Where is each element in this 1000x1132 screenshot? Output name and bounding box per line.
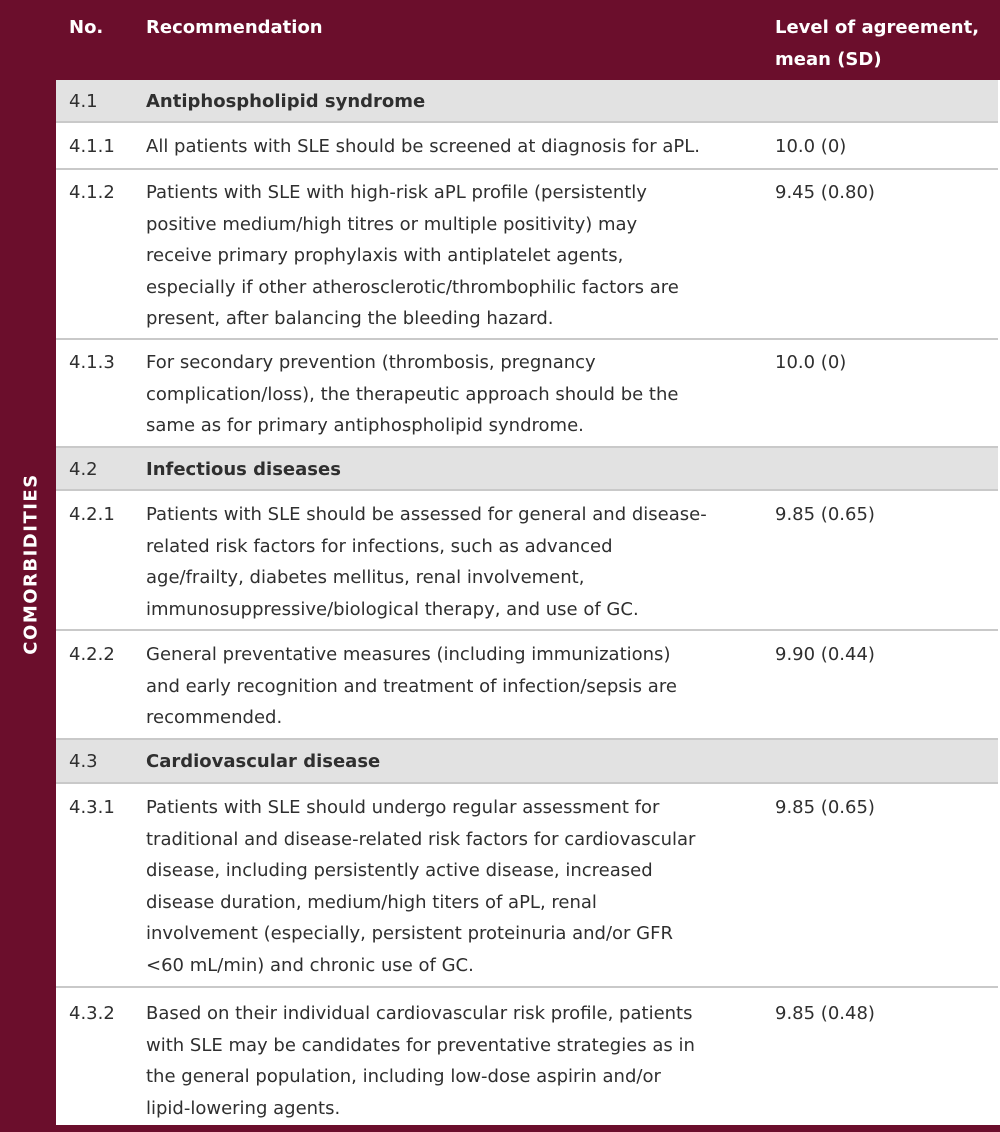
header-agreement-line1: Level of agreement, [775,17,980,38]
row-agreement: 10.0 (0) [775,136,847,157]
row-agreement: 9.85 (0.48) [775,1003,875,1024]
row-agreement: 9.45 (0.80) [775,182,875,203]
section-title: Antiphospholipid syndrome [146,91,426,112]
header-no: No. [69,17,104,38]
row-number: 4.1.3 [69,352,115,373]
text-line: age/frailty, diabetes mellitus, renal involvement, [146,567,585,588]
text-line: receive primary prophylaxis with antiplatelet agents, [146,245,624,266]
text-line: disease duration, medium/high titers of aPL, renal [146,891,597,913]
section-title: Cardiovascular disease [146,751,381,772]
text-line: General preventative measures (including immunizations) [146,644,671,665]
header-agreement-line2: mean (SD) [775,49,882,70]
text-line: Patients with SLE with high-risk aPL profile (persistently [146,182,647,203]
section-number: 4.3 [69,751,98,772]
text-line: present, after balancing the bleeding hazard. [146,308,554,329]
text-line: Based on their individual cardiovascular risk profile, patients [146,1003,693,1024]
row-agreement: 10.0 (0) [775,352,847,373]
table-row [56,988,998,1125]
row-recommendation [146,499,746,625]
section-row [56,740,998,784]
section-row [56,448,998,491]
table-row [56,340,998,448]
text-line: and early recognition and treatment of infection/sepsis are [146,675,677,697]
text-line: recommended. [146,707,283,728]
row-agreement: 9.85 (0.65) [775,797,875,818]
table-row [56,784,998,988]
section-number: 4.1 [69,91,98,112]
row-recommendation [146,347,746,442]
section-title: Infectious diseases [146,459,341,480]
header-recommendation: Recommendation [146,17,323,38]
row-number: 4.1.2 [69,182,115,203]
row-recommendation [146,998,746,1124]
text-line: Patients with SLE should be assessed for general and disease- [146,504,707,525]
row-recommendation [146,177,746,335]
row-number: 4.1.1 [69,136,115,157]
row-number: 4.2.2 [69,644,115,665]
row-number: 4.2.1 [69,504,115,525]
text-line: especially if other atherosclerotic/thrombophilic factors are [146,276,679,298]
table-header [56,0,1000,80]
text-line: complication/loss), the therapeutic approach should be the [146,383,679,405]
row-recommendation [146,639,746,734]
bottom-border [0,1125,1000,1132]
category-label: COMORBIDITIES [20,473,42,655]
text-line: the general population, including low-dose aspirin and/or [146,1066,661,1087]
text-line: same as for primary antiphospholipid syndrome. [146,415,584,436]
row-agreement: 9.85 (0.65) [775,504,875,525]
text-line: related risk factors for infections, such as advanced [146,535,613,557]
text-line: with SLE may be candidates for preventative strategies as in [146,1034,695,1056]
header-agreement [775,12,979,76]
text-line: involvement (especially, persistent proteinuria and/or GFR [146,923,673,944]
text-line: lipid-lowering agents. [146,1097,341,1119]
row-agreement: 9.90 (0.44) [775,644,875,665]
text-line: All patients with SLE should be screened at diagnosis for aPL. [146,136,700,157]
text-line: For secondary prevention (thrombosis, pregnancy [146,352,596,373]
text-line: disease, including persistently active disease, increased [146,860,653,881]
section-number: 4.2 [69,459,98,480]
table-body [56,80,1000,1125]
text-line: traditional and disease-related risk factors for cardiovascular [146,828,696,850]
table-row [56,170,998,340]
table-row [56,491,998,631]
section-row [56,80,998,123]
text-line: <60 mL/min) and chronic use of GC. [146,954,474,976]
row-number: 4.3.2 [69,1003,115,1024]
row-recommendation [146,792,746,981]
text-line: positive medium/high titres or multiple positivity) may [146,213,638,235]
row-recommendation [146,131,746,163]
row-number: 4.3.1 [69,797,115,818]
table-row [56,631,998,740]
text-line: immunosuppressive/biological therapy, and use of GC. [146,598,639,620]
table-row [56,123,998,170]
text-line: Patients with SLE should undergo regular assessment for [146,797,660,818]
